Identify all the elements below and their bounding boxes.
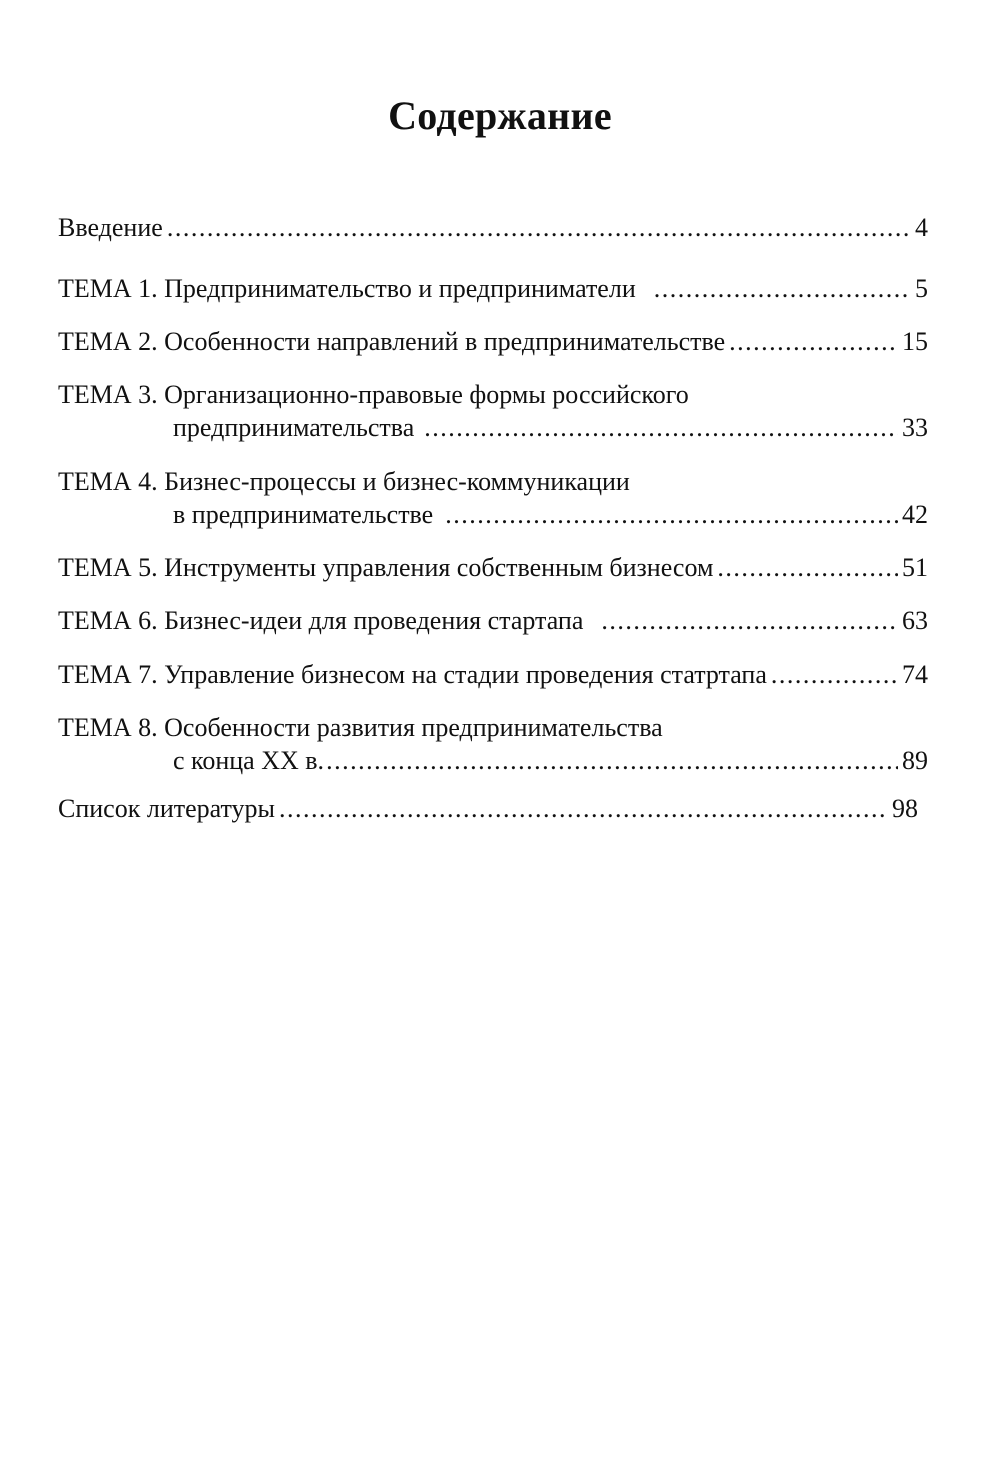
toc-entry-continuation: в предпринимательстве — [173, 500, 434, 529]
toc-entry-topic-8-line1[interactable] — [58, 713, 663, 743]
toc-entry-label: ТЕМА 1. Предпринимательство и предприниматели — [58, 274, 636, 303]
toc-entry-label: ТЕМА 3. Организационно-правовые формы российского — [58, 380, 689, 409]
dot-leader — [654, 274, 911, 304]
toc-entry-references[interactable] — [58, 794, 918, 824]
toc-page-number: 63 — [902, 606, 928, 635]
dot-leader — [279, 794, 888, 824]
toc-entry-label: ТЕМА 5. Инструменты управления собственным бизнесом — [58, 553, 714, 582]
toc-entry-continuation: предпринимательства — [173, 413, 415, 442]
toc-entry-label: Введение — [58, 213, 163, 242]
dot-leader — [717, 553, 898, 583]
toc-entry-topic-7[interactable] — [58, 660, 928, 690]
toc-page-number: 33 — [902, 413, 928, 442]
toc-entry-label: ТЕМА 2. Особенности направлений в предпринимательстве — [58, 327, 726, 356]
toc-entry-label: ТЕМА 4. Бизнес-процессы и бизнес-коммуникации — [58, 467, 630, 496]
toc-entry-label: ТЕМА 7. Управление бизнесом на стадии проведения статртапа — [58, 660, 767, 689]
dot-leader — [424, 413, 898, 443]
toc-page-number: 5 — [915, 274, 928, 303]
dot-leader — [326, 746, 898, 776]
dot-leader — [771, 660, 898, 690]
toc-entry-continuation: с конца XX в. — [173, 746, 325, 775]
toc-entry-label: ТЕМА 8. Особенности развития предпринимательства — [58, 713, 663, 742]
toc-page-number: 51 — [902, 553, 928, 582]
toc-entry-topic-3-line2[interactable] — [173, 413, 928, 443]
toc-entry-label: Список литературы — [58, 794, 275, 823]
toc-page-number: 98 — [892, 794, 918, 823]
toc-entry-topic-3-line1[interactable] — [58, 380, 689, 410]
toc-entry-label: ТЕМА 6. Бизнес-идеи для проведения стартапа — [58, 606, 584, 635]
toc-entry-topic-1[interactable] — [58, 274, 928, 304]
dot-leader — [601, 606, 898, 636]
toc-page-number: 42 — [902, 500, 928, 529]
toc-entry-introduction[interactable] — [58, 213, 928, 243]
toc-page-number: 74 — [902, 660, 928, 689]
page-title: Содержание — [388, 93, 612, 138]
toc-entry-topic-2[interactable] — [58, 327, 928, 357]
toc-page-number: 89 — [902, 746, 928, 775]
toc-page-number: 4 — [915, 213, 928, 242]
toc-page-number: 15 — [902, 327, 928, 356]
dot-leader — [445, 500, 898, 530]
dot-leader — [729, 327, 898, 357]
toc-entry-topic-6[interactable] — [58, 606, 928, 636]
toc-entry-topic-4-line1[interactable] — [58, 467, 630, 497]
toc-entry-topic-8-line2[interactable] — [173, 746, 928, 776]
toc-entry-topic-5[interactable] — [58, 553, 928, 583]
dot-leader — [167, 213, 911, 243]
toc-entry-topic-4-line2[interactable] — [173, 500, 928, 530]
